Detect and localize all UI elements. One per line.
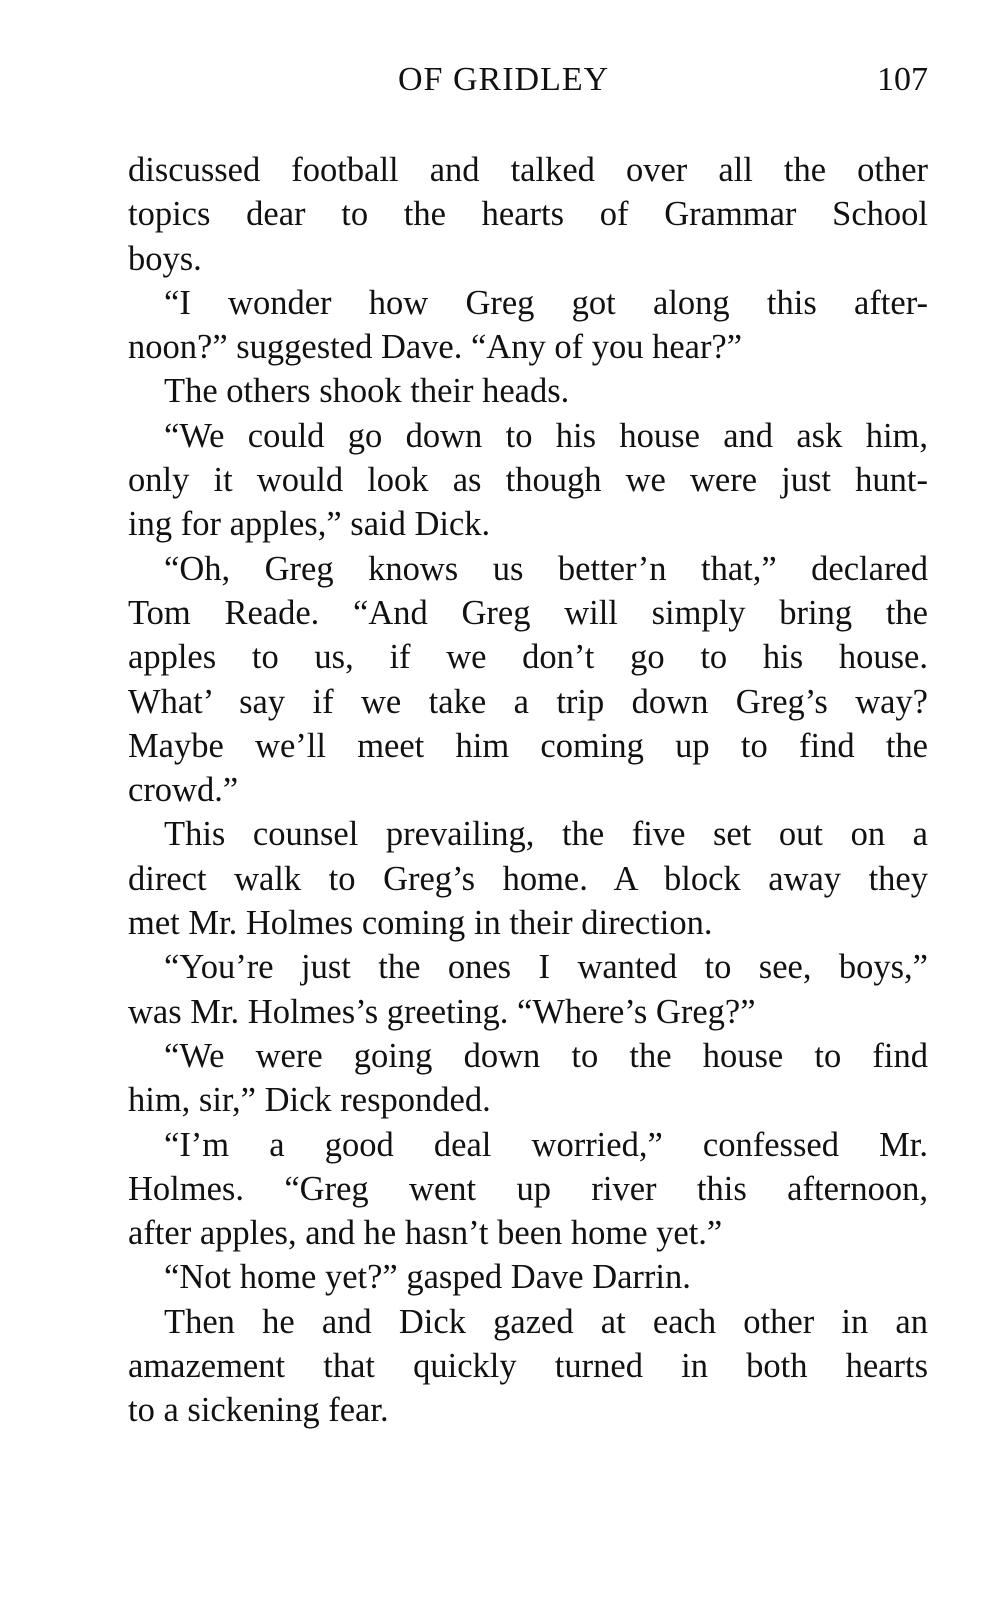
paragraph: [128, 547, 928, 813]
paragraph: [128, 812, 928, 945]
paragraph: [128, 1034, 928, 1123]
text-line: apples to us, if we don’t go to his house.: [128, 638, 928, 677]
text-line: “We were going down to the house to find: [164, 1036, 928, 1075]
page-number: 107: [877, 61, 928, 98]
paragraph: [128, 369, 928, 413]
text-line: Maybe we’ll meet him coming up to find the: [128, 726, 928, 765]
text-line: This counsel prevailing, the five set out on a: [164, 815, 928, 854]
book-page: [128, 58, 928, 1433]
text-line: topics dear to the hearts of Grammar School: [128, 195, 928, 234]
text-line: “Oh, Greg knows us better’n that,” declared: [164, 549, 928, 588]
paragraph: [128, 1123, 928, 1256]
text-line: to a sickening fear.: [128, 1391, 389, 1430]
text-line: “We could go down to his house and ask him,: [164, 416, 928, 455]
text-line: “I wonder how Greg got along this after-: [164, 283, 928, 322]
text-line: boys.: [128, 239, 202, 278]
paragraph: [128, 1300, 928, 1433]
paragraph: [128, 414, 928, 547]
text-line: crowd.”: [128, 771, 239, 810]
text-line: ing for apples,” said Dick.: [128, 505, 491, 544]
paragraph: [128, 148, 928, 281]
text-line: The others shook their heads.: [164, 372, 570, 411]
text-line: Holmes. “Greg went up river this afternoon,: [128, 1169, 928, 1208]
text-line: noon?” suggested Dave. “Any of you hear?”: [128, 328, 743, 367]
text-line: “Not home yet?” gasped Dave Darrin.: [164, 1258, 691, 1297]
text-line: only it would look as though we were just hunt-: [128, 461, 928, 500]
text-line: met Mr. Holmes coming in their direction.: [128, 904, 713, 943]
paragraph: [128, 281, 928, 370]
text-line: was Mr. Holmes’s greeting. “Where’s Greg?”: [128, 992, 756, 1031]
page-header: [128, 58, 928, 102]
text-line: Then he and Dick gazed at each other in an: [164, 1302, 928, 1341]
text-line: “You’re just the ones I wanted to see, boys,”: [164, 948, 928, 987]
body-text: [128, 148, 928, 1433]
text-line: discussed football and talked over all the other: [128, 151, 928, 189]
paragraph: [128, 1255, 928, 1299]
text-line: direct walk to Greg’s home. A block away they: [128, 859, 928, 898]
text-line: Tom Reade. “And Greg will simply bring the: [128, 593, 928, 632]
running-head: OF GRIDLEY: [398, 61, 610, 98]
text-line: “I’m a good deal worried,” confessed Mr.: [164, 1125, 928, 1164]
text-line: amazement that quickly turned in both hearts: [128, 1347, 928, 1386]
text-line: What’ say if we take a trip down Greg’s way?: [128, 682, 928, 721]
paragraph: [128, 945, 928, 1034]
text-line: after apples, and he hasn’t been home yet.”: [128, 1214, 723, 1253]
text-line: him, sir,” Dick responded.: [128, 1081, 491, 1120]
